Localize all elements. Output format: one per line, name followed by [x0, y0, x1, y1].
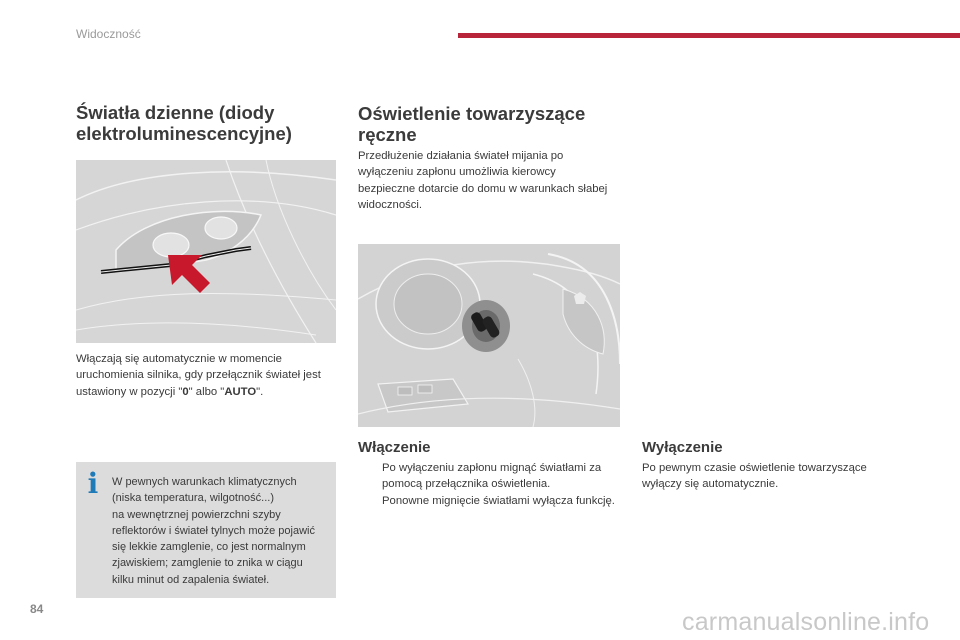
note-line: reflektorów i świateł tylnych może pojawić	[112, 524, 315, 537]
position-auto: AUTO	[224, 385, 257, 398]
para-text: " albo "	[188, 385, 225, 398]
list-item	[358, 460, 620, 493]
switch-on-heading: Włączenie	[358, 439, 431, 456]
section-label: Widoczność	[76, 27, 141, 41]
note-line: zjawiskiem; zamglenie to znika w ciągu	[112, 557, 303, 570]
watermark: carmanualsonline.info	[682, 608, 930, 636]
list-item	[358, 493, 620, 509]
switch-off-heading: Wyłączenie	[642, 439, 723, 456]
info-note-text	[112, 474, 334, 588]
follow-me-title	[358, 103, 628, 145]
switch-on-list	[358, 460, 620, 509]
headlamp-illustration	[76, 160, 336, 343]
dashboard-drawing	[358, 244, 620, 427]
header-accent-bar	[458, 33, 960, 38]
position-zero: 0	[182, 385, 189, 398]
title-line: Światła dzienne (diody	[76, 102, 275, 123]
note-line: (niska temperatura, wilgotność...)	[112, 492, 275, 505]
headlamp-drawing	[76, 160, 336, 343]
daytime-lights-title	[76, 102, 346, 144]
title-line: Oświetlenie towarzyszące	[358, 103, 586, 124]
title-line: ręczne	[358, 124, 417, 145]
daytime-lights-paragraph	[76, 351, 336, 400]
note-line: W pewnych warunkach klimatycznych	[112, 476, 297, 488]
info-icon: i	[87, 467, 99, 500]
note-line: na wewnętrznej powierzchni szyby	[112, 508, 281, 521]
switch-off-text: Po pewnym czasie oświetlenie towarzyszące wyłączy się automatycznie.	[642, 462, 867, 491]
follow-me-intro: Przedłużenie działania świateł mijania po wyłączeniu zapłonu umożliwia kierowcy bezpieczne dotarcie do domu w warunkach słabej widoczności.	[358, 150, 608, 212]
list-item-text: Ponowne mignięcie światłami wyłącza funkcję.	[382, 494, 615, 507]
dashboard-illustration	[358, 244, 620, 427]
list-item-text: Po wyłączeniu zapłonu mignąć światłami za pomocą przełącznika oświetlenia.	[382, 462, 602, 491]
page-number: 84	[30, 602, 44, 616]
note-line: się lekkie zamglenie, co jest normalnym	[112, 541, 306, 554]
note-line: kilku minut od zapalenia świateł.	[112, 573, 270, 586]
para-text: ".	[256, 385, 264, 398]
para-text: Włączają się automatycznie w momencie uruchomienia silnika, gdy przełącznik świateł jest ustawiony w pozycji "	[76, 353, 321, 398]
title-line: elektroluminescencyjne)	[76, 123, 292, 144]
